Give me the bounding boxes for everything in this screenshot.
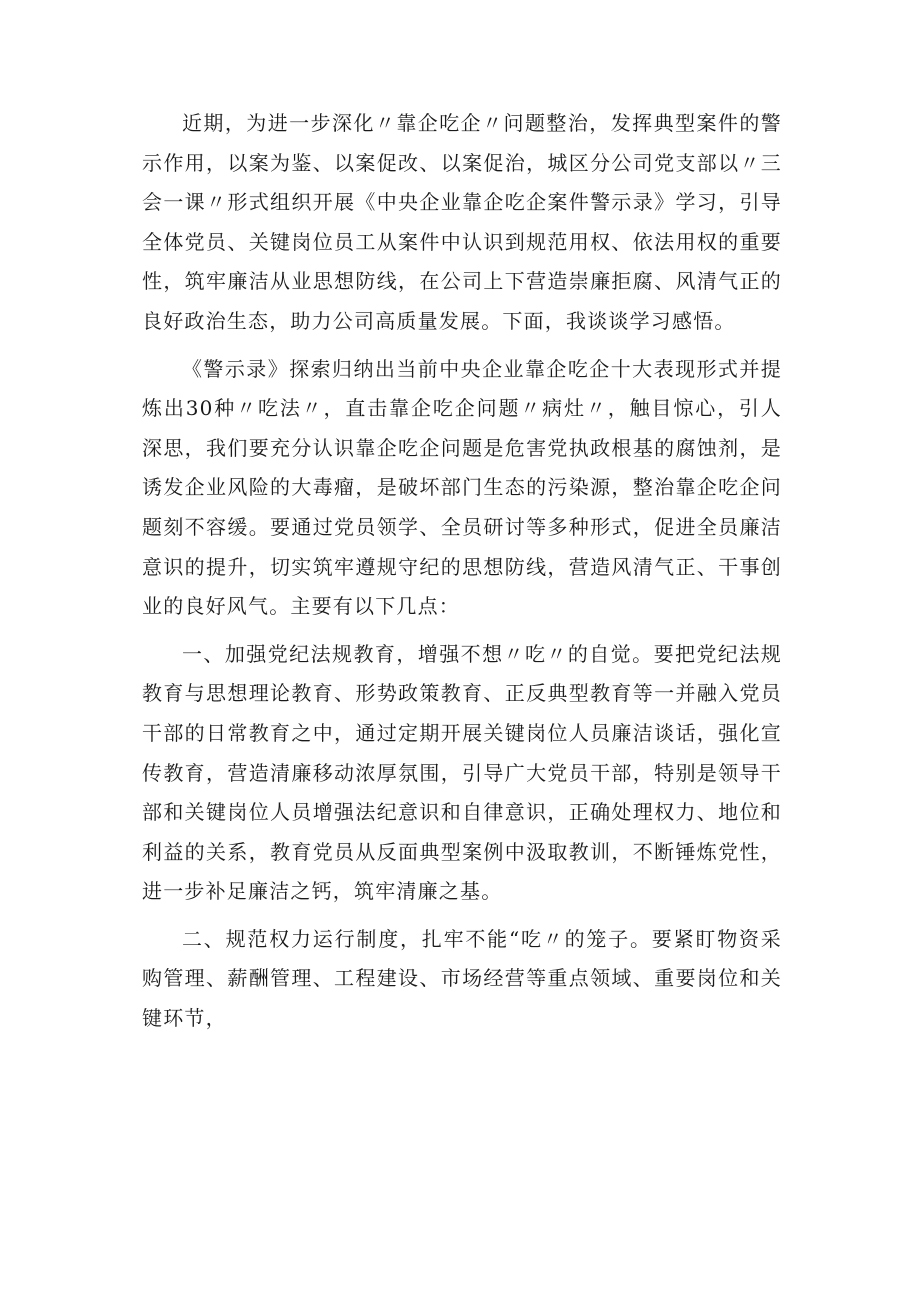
document-body	[142, 104, 782, 1039]
paragraph-warning-record: 《警示录》探索归纳出当前中央企业靠企吃企十大表现形式并提炼出30种〃吃法〃，直击靠企吃企问题〃病灶〃，触目惊心，引人深思，我们要充分认识靠企吃企问题是危害党执政根基的腐蚀剂，是诱发企业风险的大毒瘤，是破坏部门生态的污染源，整治靠企吃企问题刻不容缓。要通过党员领学、全员研讨等多种形式，促进全员廉洁意识的提升，切实筑牢遵规守纪的思想防线，营造风清气正、干事创业的良好风气。主要有以下几点：	[142, 356, 782, 619]
paragraph-point-two: 二、规范权力运行制度，扎牢不能“吃〃的笼子。要紧盯物资采购管理、薪酬管理、工程建设、市场经营等重点领域、重要岗位和关键环节，	[142, 926, 782, 1031]
paragraph-point-one: 一、加强党纪法规教育，增强不想〃吃〃的自觉。要把党纪法规教育与思想理论教育、形势政策教育、正反典型教育等一并融入党员干部的日常教育之中，通过定期开展关键岗位人员廉洁谈话，强化宣传教育，营造清廉移动浓厚氛围，引导广大党员干部，特别是领导干部和关键岗位人员增强法纪意识和自律意识，正确处理权力、地位和利益的关系，教育党员从反面典型案例中汲取教训，不断锤炼党性，进一步补足廉洁之钙，筑牢清廉之基。	[142, 641, 782, 904]
paragraph-intro: 近期，为进一步深化〃靠企吃企〃问题整治，发挥典型案件的警示作用，以案为鉴、以案促改、以案促治，城区分公司党支部以〃三会一课〃形式组织开展《中央企业靠企吃企案件警示录》学习，引导全体党员、关键岗位员工从案件中认识到规范用权、依法用权的重要性，筑牢廉洁从业思想防线，在公司上下营造崇廉拒腐、风清气正的良好政治生态，助力公司高质量发展。下面，我谈谈学习感悟。	[142, 111, 782, 333]
